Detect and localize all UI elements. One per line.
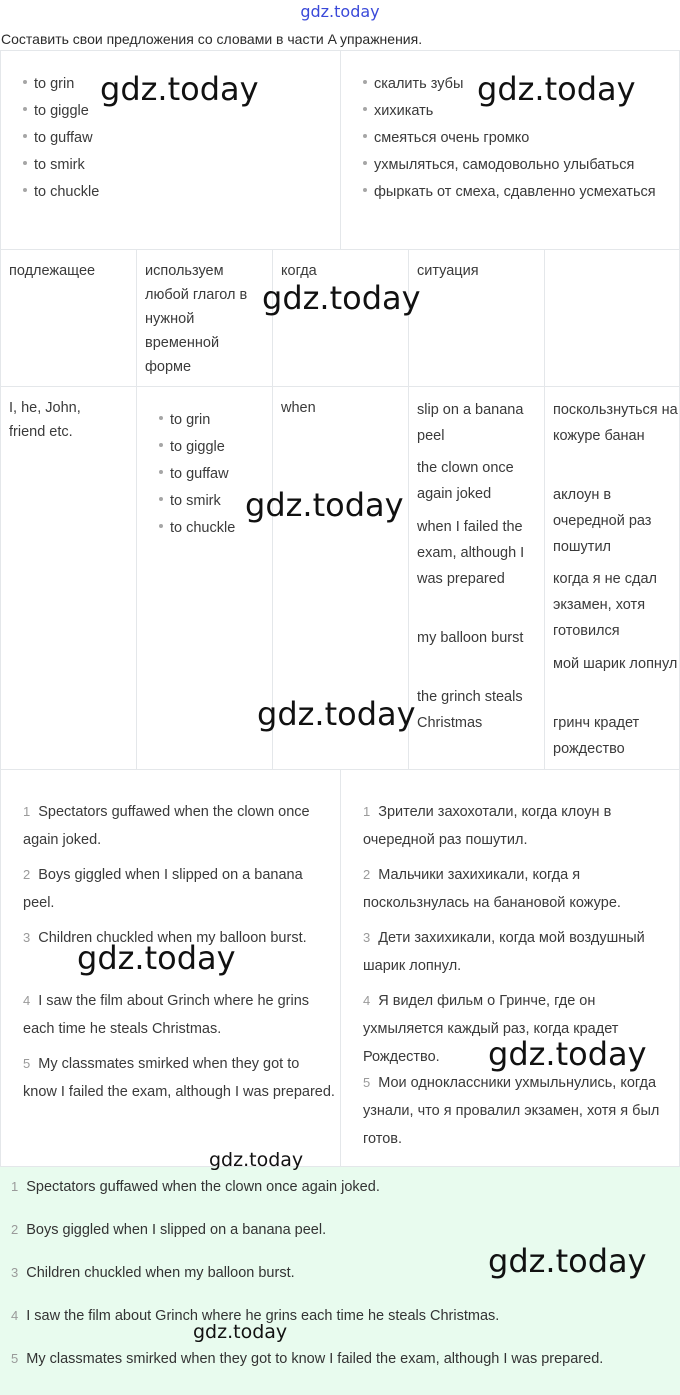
watermark: gdz.today xyxy=(100,70,259,108)
table3-russian-cell xyxy=(340,769,680,1167)
bullet-icon xyxy=(23,161,27,165)
list-item: 2 Мальчики захихикали, когда я поскользнулась на банановой кожуре. xyxy=(363,867,621,911)
bullet-icon xyxy=(159,524,163,528)
table2-situations-ru-cell xyxy=(544,386,680,770)
situation-item: slip on a banana peel xyxy=(417,402,524,444)
list-item: скалить зубы xyxy=(363,74,463,94)
bullet-icon xyxy=(363,134,367,138)
watermark: gdz.today xyxy=(77,939,236,977)
list-item: to giggle xyxy=(23,101,89,121)
list-item: ухмыляться, самодовольно улыбаться xyxy=(363,155,634,175)
list-item: смеяться очень громко xyxy=(363,128,529,148)
list-item: фыркать от смеха, сдавленно усмехаться xyxy=(363,182,663,202)
bullet-icon xyxy=(23,134,27,138)
list-item: 3 Children chuckled when my balloon burst. xyxy=(23,930,307,946)
bullet-icon xyxy=(363,188,367,192)
situation-item: when I failed the exam, although I was prepared xyxy=(417,519,525,587)
watermark: gdz.today xyxy=(488,1242,647,1280)
table2-situations-cell xyxy=(408,386,545,770)
list-item: хихикать xyxy=(363,101,433,121)
watermark: gdz.today xyxy=(262,279,421,317)
answer-item: 2 Boys giggled when I slipped on a banana peel. xyxy=(11,1222,327,1238)
list-item: to grin xyxy=(23,74,74,94)
watermark: gdz.today xyxy=(209,1149,304,1171)
bullet-icon xyxy=(23,80,27,84)
situation-ru-item: поскользнуться на кожуре банан xyxy=(553,402,678,444)
bullet-icon xyxy=(363,107,367,111)
watermark: gdz.today xyxy=(477,70,636,108)
list-item: to grin xyxy=(159,410,210,430)
list-item: 1 Зрители захохотали, когда клоун в очередной раз пошутил. xyxy=(363,804,612,848)
situation-ru-item: мой шарик лопнул xyxy=(553,656,678,672)
bullet-icon xyxy=(159,416,163,420)
table2-when-cell: when xyxy=(272,386,409,770)
bullet-icon xyxy=(23,107,27,111)
list-item: to smirk xyxy=(23,155,85,175)
bullet-icon xyxy=(363,80,367,84)
list-item: to smirk xyxy=(159,491,221,511)
list-item: to giggle xyxy=(159,437,225,457)
table2-header-when: когда xyxy=(272,249,409,387)
task-instruction: Составить свои предложения со словами в части A упражнения. xyxy=(1,31,423,47)
watermark: gdz.today xyxy=(193,1321,288,1343)
situation-ru-item: аклоун в очередной раз пошутил xyxy=(553,487,652,555)
watermark: gdz.today xyxy=(488,1035,647,1073)
table2-header-subject: подлежащее xyxy=(0,249,137,387)
list-item: 1 Spectators guffawed when the clown once again joked. xyxy=(23,804,310,848)
list-item: 5 My classmates smirked when they got to know I failed the exam, although I was prepared. xyxy=(23,1056,335,1100)
situation-ru-item: гринч крадет рождество xyxy=(553,715,640,757)
table2-header-empty xyxy=(544,249,680,387)
site-title[interactable]: gdz.today xyxy=(300,2,380,21)
table2-header-situation: ситуация xyxy=(408,249,545,387)
situation-ru-item: когда я не сдал экзамен, хотя готовился xyxy=(553,571,657,639)
list-item: to guffaw xyxy=(159,464,229,484)
list-item: to chuckle xyxy=(23,182,99,202)
bullet-icon xyxy=(159,470,163,474)
bullet-icon xyxy=(159,497,163,501)
watermark: gdz.today xyxy=(245,486,404,524)
situation-item: the clown once again joked xyxy=(417,460,514,502)
list-item: 4 Я видел фильм о Гринче, где он ухмыляется каждый раз, когда крадет Рождество. xyxy=(363,993,619,1065)
answer-item: 1 Spectators guffawed when the clown once again joked. xyxy=(11,1179,380,1195)
table2-header-verb: используем любой глагол в нужной временной форме xyxy=(136,249,273,387)
answer-item: 4 I saw the film about Grinch where he grins each time he steals Christmas. xyxy=(11,1308,500,1324)
situation-item: my balloon burst xyxy=(417,630,524,646)
bullet-icon xyxy=(159,443,163,447)
bullet-icon xyxy=(23,188,27,192)
list-item: 3 Дети захихикали, когда мой воздушный шарик лопнул. xyxy=(363,930,645,974)
answers-panel xyxy=(0,1167,680,1395)
list-item: 5 Мои одноклассники ухмыльнулись, когда узнали, что я провалил экзамен, хотя я был готов. xyxy=(363,1075,660,1147)
list-item: 2 Boys giggled when I slipped on a banana peel. xyxy=(23,867,303,911)
answer-item: 5 My classmates smirked when they got to know I failed the exam, although I was prepared. xyxy=(11,1351,604,1367)
answer-item: 3 Children chuckled when my balloon burst. xyxy=(11,1265,295,1281)
list-item: to chuckle xyxy=(159,518,235,538)
watermark: gdz.today xyxy=(257,695,416,733)
table2-verbs-cell xyxy=(136,386,273,770)
list-item: to guffaw xyxy=(23,128,93,148)
list-item: 4 I saw the film about Grinch where he grins each time he steals Christmas. xyxy=(23,993,310,1037)
table2-subject-cell: I, he, John, friend etc. xyxy=(0,386,137,770)
situation-item: the grinch steals Christmas xyxy=(417,689,523,731)
bullet-icon xyxy=(363,161,367,165)
